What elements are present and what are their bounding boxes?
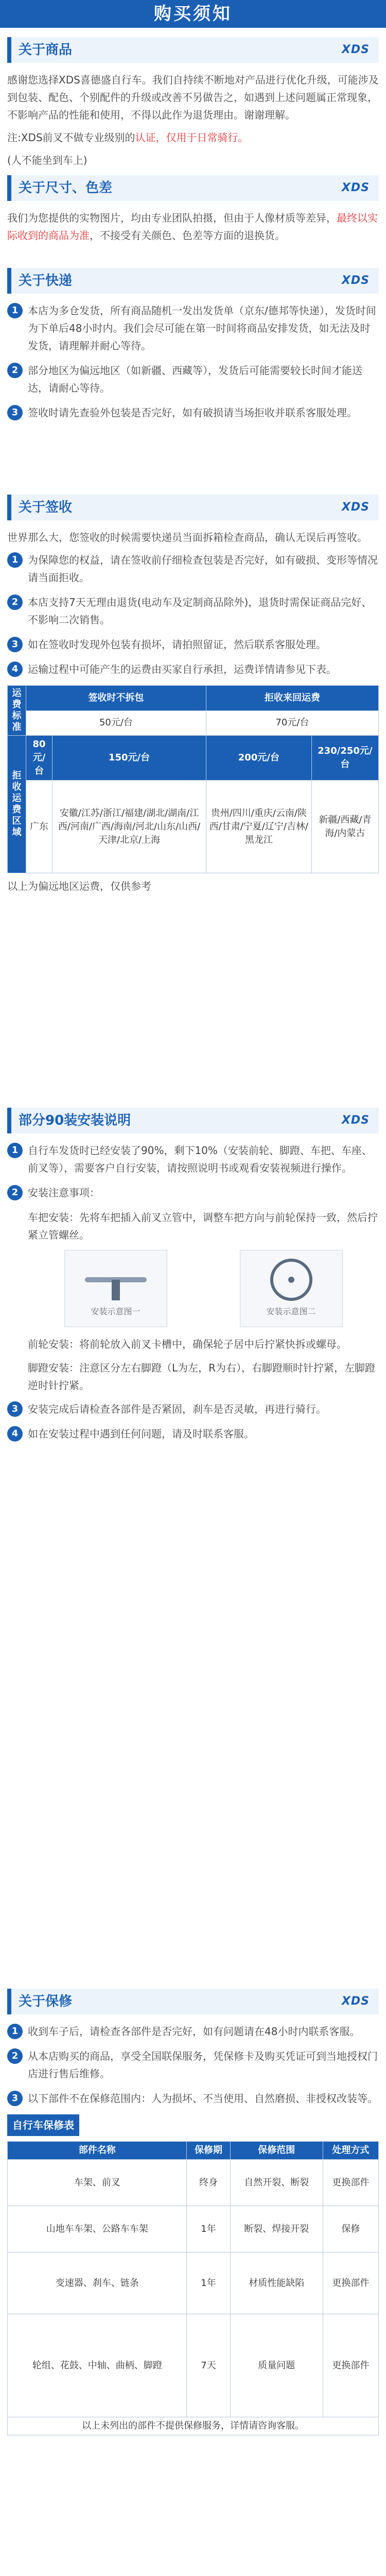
table-cell: 150元/台 — [52, 736, 206, 781]
section-header — [7, 495, 379, 520]
section-title: 关于保修 — [19, 1994, 73, 2009]
section-header — [7, 37, 379, 63]
list-item: 3 以下部件不在保修范围内：人为损坏、不当使用、自然磨损、非授权改装等。 — [7, 2090, 379, 2107]
install-step: 脚蹬安装：注意区分左右脚蹬（L为左，R为右），右脚蹬顺时针拧紧，左脚蹬逆时针拧紧。 — [28, 1362, 376, 1392]
list-item: 2 从本店购买的商品，享受全国联保服务，凭保修卡及购买凭证可到当地授权门店进行售后维修。 — [7, 2047, 379, 2082]
table-cell: 广东 — [26, 781, 52, 873]
table-row: 轮组、花鼓、中轴、曲柄、脚蹬 7天 质量问题 更换部件 — [8, 2314, 379, 2417]
table-side-label: 运费标准 — [8, 686, 26, 736]
section-title: 关于快递 — [19, 273, 73, 289]
list-item: 1 本店为多仓发货，所有商品随机一发出发货单（京东/德邦等快递），发货时间为下单后48小时内。我们会尽可能在第一时间将商品安排发货，如无法及时发货，请理解并耐心等待。 — [7, 302, 379, 354]
list-item: 2 本店支持7天无理由退货(电动车及定制商品除外)，退货时需保证商品完好、不影响二次销售。 — [7, 594, 379, 629]
fork-note: 注:XDS前叉不做专业级别的认证，仅用于日常骑行。 — [7, 131, 249, 144]
bicycle-wheel-icon — [255, 1257, 327, 1303]
table-header: 签收时不拆包 — [26, 686, 206, 711]
table-cell: 230/250元/台 — [311, 736, 378, 781]
warranty-table-title: 自行车保修表 — [7, 2114, 79, 2136]
install-step: 前轮安装：将前轮放入前叉卡槽中，确保轮子居中后拧紧快拆或螺母。 — [28, 1338, 347, 1350]
table-cell: 贵州/四川/重庆/云南/陕西/甘肃/宁夏/辽宁/吉林/黑龙江 — [206, 781, 311, 873]
table-row: 车架、前叉 终身 自然开裂、断裂 更换部件 — [8, 2160, 379, 2206]
table-header: 处理方式 — [323, 2142, 378, 2160]
section-installation — [7, 1108, 379, 1450]
section-delivery — [7, 268, 379, 429]
section-product — [7, 37, 379, 174]
table-side-label: 拒收运费区域 — [8, 736, 26, 873]
table-note: 以上为偏远地区运费，仅供参考 — [7, 880, 151, 892]
section-title: 部分90装安装说明 — [19, 1113, 131, 1128]
install-image: 安装示意图二 — [240, 1250, 343, 1327]
list-item: 3 如在签收时发现外包装有损坏，请拍照留证，然后联系客服处理。 — [7, 636, 379, 653]
table-header: 拒收来回运费 — [206, 686, 378, 711]
list-item: 2 安装注意事项： — [7, 1184, 379, 1201]
brand-logo: XDS — [341, 501, 370, 514]
section-header — [7, 1108, 379, 1133]
list-item: 2 部分地区为偏远地区（如新疆、西藏等），发货后可能需要较长时间才能送达，请耐心等待。 — [7, 362, 379, 397]
section-signing — [7, 495, 379, 900]
brand-logo: XDS — [341, 1114, 370, 1127]
table-cell: 安徽/江苏/浙江/福建/湖北/湖南/江西/河南/广西/海南/河北/山东/山西/天津/北京/上海 — [52, 781, 206, 873]
section-header — [7, 268, 379, 294]
list-item: 3 安装完成后请检查各部件是否紧固，刹车是否灵敏，再进行骑行。 — [7, 1400, 379, 1418]
install-image: 安装示意图一 — [64, 1250, 167, 1327]
freight-table — [7, 685, 379, 873]
table-row: 变速器、刹车、链条 1年 材质性能缺陷 更换部件 — [8, 2252, 379, 2314]
list-item: 4 运输过程中可能产生的运费由买家自行承担，运费详情请参见下表。 — [7, 660, 379, 678]
list-item: 1 自行车发货时已经安装了90%，剩下10%（安装前轮、脚蹬、车把、车座、前叉等），需要客户自行安装，请按照说明书或观看安装视频进行操作。 — [7, 1142, 379, 1177]
list-item: 3 签收时请先查验外包装是否完好，如有破损请当场拒收并联系客服处理。 — [7, 404, 379, 421]
section-header — [7, 1989, 379, 2014]
table-header: 部件名称 — [8, 2142, 187, 2160]
brand-logo: XDS — [341, 274, 370, 287]
install-images — [28, 1250, 379, 1327]
brand-logo: XDS — [341, 43, 370, 56]
list-item: 1 为保障您的权益，请在签收前仔细检查包装是否完好，如有破损、变形等情况请当面拒收。 — [7, 551, 379, 586]
table-cell: 80元/台 — [26, 736, 52, 781]
install-step: 车把安装：先将车把插入前叉立管中，调整车把方向与前轮保持一致，然后拧紧立管螺丝。 — [28, 1211, 378, 1241]
size-note: 我们为您提供的实物图片，均由专业团队拍摄，但由于人像材质等差异，最终以实际收到的商品为准，不接受有关颜色、色差等方面的退换货。 — [7, 212, 378, 242]
section-warranty — [7, 1989, 379, 2435]
table-cell: 200元/台 — [206, 736, 311, 781]
product-note: 感谢您选择XDS喜德盛自行车。我们自持续不断地对产品进行优化升级，可能涉及到包装、配色、个别配件的升级或改善不另做告之，如遇到上述问题属正常现象，不影响产品的性能和使用，不得以此作为退货理由。谢谢理解。 — [7, 74, 379, 121]
section-title: 关于尺寸、色差 — [19, 180, 113, 196]
section-header — [7, 175, 379, 201]
section-title: 关于商品 — [19, 42, 73, 58]
table-cell: 新疆/西藏/青海/内蒙古 — [311, 781, 378, 873]
page-banner: 购买须知 — [0, 0, 386, 28]
table-row: 山地车车架、公路车车架 1年 断裂、焊接开裂 保修 — [8, 2206, 379, 2252]
bicycle-handlebar-icon — [80, 1257, 152, 1303]
table-header: 保修范围 — [230, 2142, 323, 2160]
section-title: 关于签收 — [19, 500, 73, 515]
table-cell: 50元/台 — [26, 710, 206, 736]
list-item: 1 收到车子后，请检查各部件是否完好，如有问题请在48小时内联系客服。 — [7, 2023, 379, 2040]
brand-logo: XDS — [341, 1995, 370, 2008]
warranty-table — [7, 2141, 379, 2435]
table-row: 以上未列出的部件不提供保修服务，详情请咨询客服。 — [8, 2417, 379, 2435]
section-size — [7, 175, 379, 249]
brand-logo: XDS — [341, 181, 370, 194]
table-cell: 70元/台 — [206, 710, 378, 736]
table-header: 保修期 — [187, 2142, 230, 2160]
signing-warning: 世界那么大，您签收的时候需要快递员当面拆箱检查商品，确认无误后再签收。 — [7, 531, 367, 544]
list-item: 4 如在安装过程中遇到任何问题，请及时联系客服。 — [7, 1425, 379, 1443]
fork-note-sub: (人不能坐到车上) — [7, 154, 87, 166]
